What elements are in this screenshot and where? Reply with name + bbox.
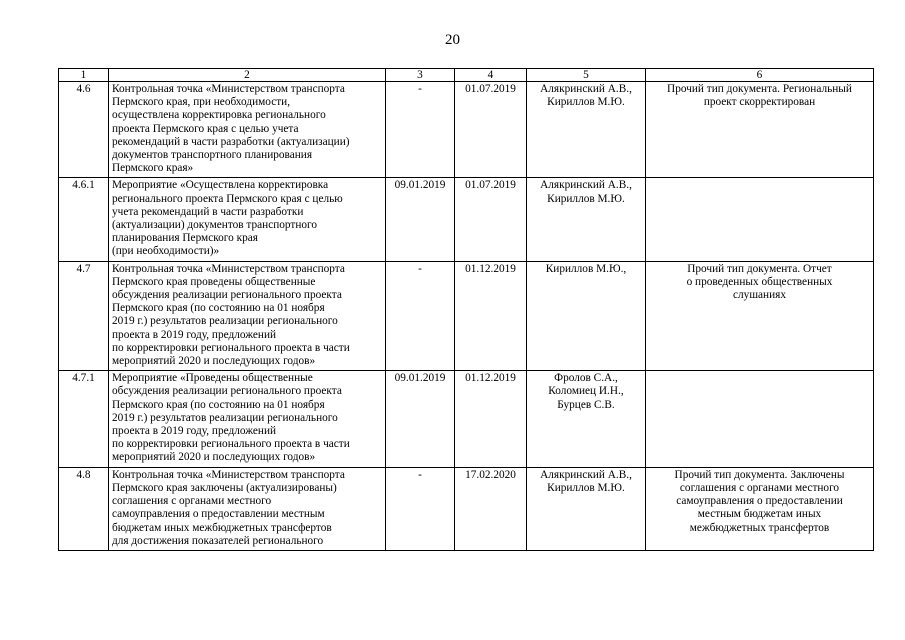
end-date-cell (455, 82, 527, 178)
event-text-line: Пермского края» (112, 162, 194, 175)
table-row (59, 82, 874, 178)
end-date-cell (455, 371, 527, 467)
result-text-line: проект скорректирован (703, 96, 816, 109)
event-text-line: документов транспортного планирования (112, 149, 313, 162)
header-cell-1: 1 (59, 69, 109, 82)
event-cell (109, 371, 386, 467)
start-date-cell (386, 371, 455, 467)
responsible-name: Кириллов М.Ю. (547, 481, 625, 494)
event-text-line: Контрольная точка «Министерством транспорта (112, 83, 345, 95)
event-text-line: (при необходимости)» (112, 245, 220, 258)
event-text-line: проекта в 2019 году, предложений (112, 425, 277, 438)
row-number: 4.6 (76, 83, 91, 95)
event-text-line: Пермского края заключены (актуализированы) (112, 481, 337, 494)
event-text-line: 2019 г.) результатов реализации регионального (112, 315, 338, 328)
event-text-line: обсуждения реализации регионального проекта (112, 289, 342, 302)
event-text-line: Пермского края проведены общественные (112, 275, 316, 288)
event-text-line: обсуждения реализации регионального проекта (112, 385, 342, 398)
table-row (59, 467, 874, 550)
header-cell-6: 6 (646, 69, 874, 82)
result-cell (646, 467, 874, 550)
event-text-line: учета рекомендаций в части разработки (112, 205, 304, 218)
end-date: 01.12.2019 (465, 372, 516, 385)
end-date: 01.07.2019 (465, 83, 516, 95)
event-text-line: Мероприятие «Осуществлена корректировка (112, 179, 329, 192)
responsible-name: Алякринский А.В., (540, 83, 632, 95)
event-text-line: проекта Пермского края с целью учета (112, 122, 299, 135)
row-number: 4.8 (76, 468, 91, 481)
result-text-line: Прочий тип документа. Заключены (674, 468, 845, 481)
event-text-line: регионального проекта Пермского края с целью (112, 192, 343, 205)
table-row (59, 178, 874, 261)
row-number: 4.7 (76, 262, 91, 275)
event-text-line: Контрольная точка «Министерством транспорта (112, 468, 345, 481)
responsible-name: Фролов С.А., (554, 372, 618, 385)
end-date-cell (455, 467, 527, 550)
event-cell (109, 467, 386, 550)
responsible-cell (527, 467, 646, 550)
start-date-cell (386, 467, 455, 550)
row-number-cell (59, 371, 109, 467)
end-date: 17.02.2020 (465, 468, 516, 481)
header-row (59, 69, 874, 82)
start-date: - (418, 468, 422, 481)
event-text-line: осуществлена корректировка регионального (112, 109, 326, 122)
event-text-line: Пермского края (по состоянию на 01 ноября (112, 398, 325, 411)
header-cell-4: 4 (455, 69, 527, 82)
start-date: 09.01.2019 (394, 372, 446, 385)
result-cell (646, 371, 874, 467)
table-row (59, 371, 874, 467)
responsible-cell (527, 178, 646, 261)
event-text-line: проекта в 2019 году, предложений (112, 328, 277, 341)
row-number-cell (59, 178, 109, 261)
responsible-name: Кириллов М.Ю. (547, 192, 625, 205)
event-text-line: Пермского края, при необходимости, (112, 96, 291, 109)
end-date-cell (455, 178, 527, 261)
event-text-line: планирования Пермского края (112, 232, 258, 245)
event-text-line: для достижения показателей регионального (112, 534, 324, 547)
event-text-line: по корректировки регионального проекта в части (112, 341, 350, 354)
responsible-cell (527, 371, 646, 467)
responsible-name: Бурцев С.В. (557, 398, 615, 411)
event-text-line: (актуализации) документов транспортного (112, 219, 318, 232)
event-text-line: мероприятий 2020 и последующих годов» (112, 355, 316, 368)
responsible-name: Кириллов М.Ю. (547, 96, 625, 109)
responsible-name: Алякринский А.В., (540, 179, 632, 192)
end-date: 01.12.2019 (465, 262, 516, 275)
event-text-line: бюджетам иных межбюджетных трансфертов (112, 521, 332, 534)
header-cell-2: 2 (109, 69, 386, 82)
result-text-line: о проведенных общественных (686, 275, 833, 288)
result-cell (646, 261, 874, 371)
start-date-cell (386, 178, 455, 261)
start-date: 09.01.2019 (394, 179, 446, 192)
row-number: 4.6.1 (72, 179, 95, 192)
responsible-cell (527, 261, 646, 371)
responsible-name: Коломиец И.Н., (548, 385, 624, 398)
event-cell (109, 178, 386, 261)
header-cell-3: 3 (386, 69, 455, 82)
result-text-line: соглашения с органами местного (679, 481, 840, 494)
start-date: - (418, 262, 422, 275)
event-text-line: по корректировки регионального проекта в части (112, 438, 350, 451)
event-text-line: соглашения с органами местного (112, 495, 272, 508)
event-text-line: мероприятий 2020 и последующих годов» (112, 451, 316, 464)
event-cell (109, 82, 386, 178)
start-date: - (418, 83, 422, 95)
result-text-line: местным бюджетам иных (697, 508, 822, 521)
start-date-cell (386, 261, 455, 371)
event-text-line: рекомендаций в части разработки (актуализации) (112, 135, 350, 148)
result-text-line: межбюджетных трансфертов (689, 521, 830, 534)
header-cell-5: 5 (527, 69, 646, 82)
result-text-line: Прочий тип документа. Отчет (687, 262, 832, 275)
result-text-line: слушаниях (733, 289, 786, 302)
responsible-name: Кириллов М.Ю., (545, 262, 627, 275)
row-number-cell (59, 261, 109, 371)
event-text-line: Мероприятие «Проведены общественные (112, 372, 313, 385)
row-number-cell (59, 467, 109, 550)
event-text-line: 2019 г.) результатов реализации регионального (112, 411, 338, 424)
event-cell (109, 261, 386, 371)
result-cell (646, 178, 874, 261)
end-date-cell (455, 261, 527, 371)
event-text-line: Пермского края (по состоянию на 01 ноября (112, 302, 325, 315)
result-text-line: самоуправления о предоставлении (676, 495, 843, 508)
end-date: 01.07.2019 (465, 179, 516, 192)
start-date-cell (386, 82, 455, 178)
responsible-cell (527, 82, 646, 178)
table-row (59, 261, 874, 371)
event-text-line: самоуправления о предоставлении местным (112, 508, 325, 521)
page-number: 20 (445, 32, 460, 48)
responsible-name: Алякринский А.В., (540, 468, 632, 481)
result-text-line: Прочий тип документа. Региональный (667, 83, 852, 95)
result-cell (646, 82, 874, 178)
plan-table (58, 68, 874, 551)
row-number-cell (59, 82, 109, 178)
row-number: 4.7.1 (72, 372, 95, 385)
event-text-line: Контрольная точка «Министерством транспорта (112, 262, 345, 275)
